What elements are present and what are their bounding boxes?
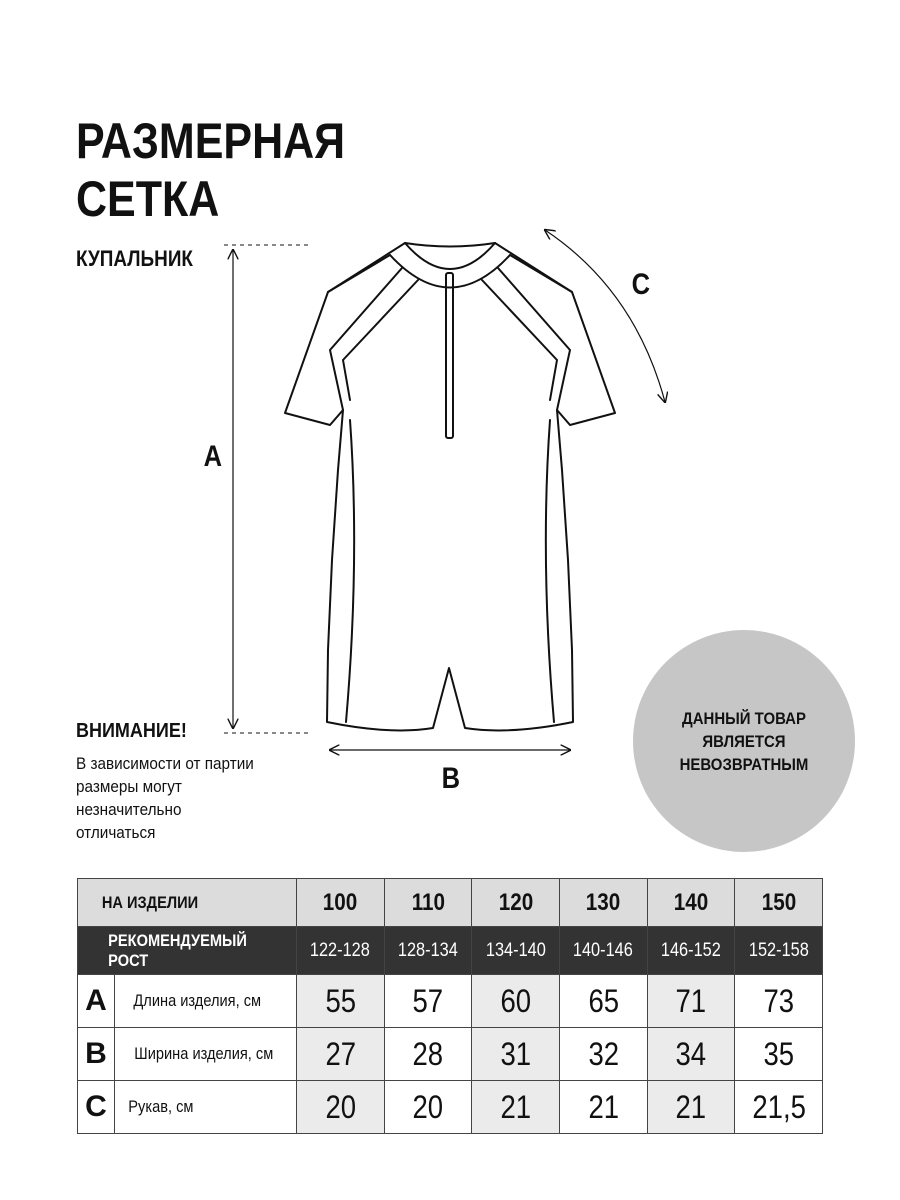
- row-label: Ширина изделия, см: [115, 1028, 297, 1081]
- product-subtitle: КУПАЛЬНИК: [76, 246, 193, 271]
- height-cell: 122-128: [297, 927, 385, 975]
- height-cell: 146-152: [647, 927, 735, 975]
- title-line-1: РАЗМЕРНАЯ: [76, 113, 346, 169]
- value-cell: 20: [384, 1081, 472, 1134]
- value-cell: 27: [297, 1028, 385, 1081]
- size-cell: 110: [384, 879, 472, 927]
- size-cell: 140: [647, 879, 735, 927]
- value-cell: 65: [559, 975, 647, 1028]
- value-cell: 71: [647, 975, 735, 1028]
- table-row-a: [78, 975, 823, 1028]
- warning-title: ВНИМАНИЕ!: [76, 720, 187, 742]
- value-cell: 20: [297, 1081, 385, 1134]
- row-label: Рукав, см: [115, 1081, 297, 1134]
- value-cell: 31: [472, 1028, 560, 1081]
- size-cell: 130: [559, 879, 647, 927]
- row-label: Длина изделия, см: [115, 975, 297, 1028]
- value-cell: 60: [472, 975, 560, 1028]
- height-cell: 152-158: [735, 927, 823, 975]
- value-cell: 34: [647, 1028, 735, 1081]
- swimsuit-outline: [285, 243, 615, 730]
- row-letter: A: [78, 975, 115, 1028]
- row-letter: B: [78, 1028, 115, 1081]
- height-row-label: РЕКОМЕНДУЕМЫЙ РОСТ: [78, 927, 297, 975]
- height-cell: 128-134: [384, 927, 472, 975]
- dimension-b-label: B: [441, 762, 461, 795]
- table-row-b: [78, 1028, 823, 1081]
- warning-text: В зависимости от партии размеры могут незначительно отличаться: [76, 754, 254, 842]
- value-cell: 35: [735, 1028, 823, 1081]
- value-cell: 21: [647, 1081, 735, 1134]
- title-line-2: СЕТКА: [76, 171, 220, 227]
- dimension-a-label: A: [203, 440, 223, 473]
- row-letter: C: [78, 1081, 115, 1134]
- value-cell: 21,5: [735, 1081, 823, 1134]
- value-cell: 28: [384, 1028, 472, 1081]
- value-cell: 21: [559, 1081, 647, 1134]
- value-cell: 21: [472, 1081, 560, 1134]
- value-cell: 32: [559, 1028, 647, 1081]
- size-cell: 150: [735, 879, 823, 927]
- non-returnable-text: ДАННЫЙ ТОВАР ЯВЛЯЕТСЯ НЕВОЗВРАТНЫМ: [679, 708, 809, 774]
- height-cell: 140-146: [559, 927, 647, 975]
- table-row-c: [78, 1081, 823, 1134]
- value-cell: 57: [384, 975, 472, 1028]
- value-cell: 55: [297, 975, 385, 1028]
- size-cell: 100: [297, 879, 385, 927]
- non-returnable-badge: [633, 630, 855, 852]
- dimension-c-label: C: [631, 268, 651, 301]
- size-row-label: НА ИЗДЕЛИИ: [78, 879, 297, 927]
- size-table: [77, 878, 823, 1134]
- dimension-c-arrow: [545, 230, 665, 402]
- height-row: [78, 927, 823, 975]
- size-cell: 120: [472, 879, 560, 927]
- value-cell: 73: [735, 975, 823, 1028]
- height-cell: 134-140: [472, 927, 560, 975]
- size-row: [78, 879, 823, 927]
